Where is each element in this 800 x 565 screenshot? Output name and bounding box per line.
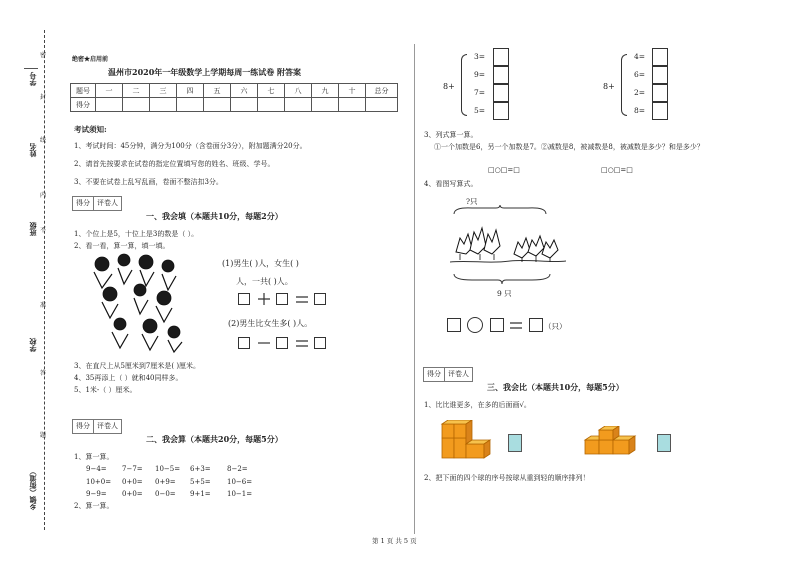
vertical-item: 8= [634,106,646,115]
margin-label-class: 班级 [28,222,37,236]
notice-item: 1、考试时间：45分钟，满分为100分（含卷面分3分），附加题满分20分。 [74,142,307,150]
check-box[interactable] [657,434,671,452]
calc-item: 0−0= [155,490,176,498]
question-right-3: 3、列式算一算。 [424,131,478,139]
vertical-base: 8+ [443,82,455,91]
answer-box[interactable] [652,102,668,120]
answer-box[interactable] [493,102,509,120]
calc-item: 9+1= [190,490,211,498]
answer-box[interactable] [314,293,326,305]
calc-item: 9−9= [86,490,107,498]
answer-box[interactable] [529,318,543,332]
equation-template: □○□=□ [488,166,520,174]
cube-stack-illustration [583,426,639,456]
margin-label-school: 学校 [28,338,37,352]
answer-box[interactable] [652,48,668,66]
seal-mark: 答 [40,370,47,377]
score-input-cell[interactable] [258,98,285,112]
score-cell: 三 [150,84,177,98]
seal-mark: 题 [40,432,47,439]
brace-icon [461,54,467,116]
score-cell: 四 [177,84,204,98]
score-cell: 十 [339,84,366,98]
question-1-2c: (2)男生比女生多( )人。 [228,319,313,328]
binding-margin [0,0,62,565]
calc-item: 10−1= [227,490,253,498]
score-input-cell[interactable] [150,98,177,112]
seal-mark: 不 [40,227,47,234]
seal-mark: 准 [40,302,47,309]
calc-item: 8−2= [227,465,248,473]
score-cell: 一 [96,84,123,98]
student-id-line [24,68,38,69]
score-cell: 二 [123,84,150,98]
operator-circle[interactable] [467,317,483,333]
bottom-brace-icon [452,272,552,284]
seal-mark: 内 [40,192,47,199]
calc-item: 10−6= [227,478,253,486]
question-right-4: 4、看图写算式。 [424,180,478,188]
calc-item: 10+0= [86,478,112,486]
vertical-base: 8+ [603,82,615,91]
brace-icon [621,54,627,116]
margin-label-student-id: 学号 [28,72,37,86]
seal-mark: 封 [40,94,47,101]
score-cell: 六 [231,84,258,98]
page-footer: 第 1 页 共 5 页 [372,537,417,545]
notice-item: 3、不要在试卷上乱写乱画，卷面不整洁扣3分。 [74,178,223,186]
score-input-cell[interactable] [285,98,312,112]
page-title: 温州市2020年一年级数学上学期每周一练试卷 附答案 [108,67,302,77]
question-3-2: 2、把下面的四个球的序号按球从重到轻的顺序排列！ [424,474,590,482]
cube-stack-illustration [440,420,496,460]
score-input-cell[interactable] [96,98,123,112]
calc-item: 6+3= [190,465,211,473]
question-1-2: 2、看一看，算一算，填一填。 [74,242,170,250]
answer-box[interactable] [493,66,509,84]
grader-box [72,196,122,211]
calc-item: 0+0= [122,478,143,486]
score-input-cell[interactable] [366,98,398,112]
score-input-cell[interactable] [231,98,258,112]
grader-score-label: 得分 [76,422,90,430]
section-3-title: 三、我会比（本题共10分，每题5分） [487,382,624,392]
seal-mark: 线 [40,137,47,144]
calc-item: 9−4= [86,465,107,473]
answer-box[interactable] [276,337,288,349]
answer-box[interactable] [493,84,509,102]
answer-box[interactable] [652,84,668,102]
score-cell: 九 [312,84,339,98]
calc-item: 5+5= [190,478,211,486]
notice-item: 2、请首先按要求在试卷的指定位置填写您的姓名、班级、学号。 [74,160,275,168]
score-input-cell[interactable] [177,98,204,112]
score-table-header-row [71,84,398,98]
score-input-cell[interactable] [204,98,231,112]
score-cell: 得分 [71,98,96,112]
calc-item: 7−7= [122,465,143,473]
minus-icon [256,337,272,349]
question-2-1: 1、算一算。 [74,453,114,461]
bird-bottom-label: 9 只 [497,289,512,298]
answer-box[interactable] [276,293,288,305]
column-divider [414,44,415,534]
grader-reviewer-label: 评卷人 [444,368,472,381]
grader-score-label: 得分 [427,370,441,378]
section-2-title: 二、我会算（本题共20分，每题5分） [146,434,283,444]
notice-heading: 考试须知: [74,125,107,134]
answer-box[interactable] [314,337,326,349]
answer-unit: （只） [544,322,567,331]
equals-icon [294,293,310,305]
score-cell: 题号 [71,84,96,98]
question-3-1: 1、比比谁更多，在多的后面画√。 [424,401,531,409]
bird-top-label: ?只 [466,197,478,206]
section-1-title: 一、我会填（本题共10分，每题2分） [146,211,283,221]
children-illustration [84,252,192,354]
equals-icon [509,319,523,331]
equation-template: □○□=□ [601,166,633,174]
vertical-item: 9= [474,70,486,79]
answer-box[interactable] [447,318,461,332]
grader-score-label: 得分 [76,199,90,207]
calc-item: 0+0= [122,490,143,498]
vertical-item: 3= [474,52,486,61]
answer-box[interactable] [238,337,250,349]
score-cell: 八 [285,84,312,98]
score-table [70,83,398,112]
score-input-cell[interactable] [339,98,366,112]
calc-item: 10−5= [155,465,181,473]
answer-box[interactable] [493,48,509,66]
score-input-cell[interactable] [123,98,150,112]
vertical-item: 5= [474,106,486,115]
grader-box [423,367,473,382]
question-1-2b: 人，一共( )人。 [236,277,293,286]
question-1-1: 1、个位上是5，十位上是3的数是（ ）。 [74,230,199,238]
question-2-2: 2、算一算。 [74,502,114,510]
vertical-item: 7= [474,88,486,97]
calc-item: 0+9= [155,478,176,486]
question-1-4: 4、35再添上（ ）就和40同样多。 [74,374,183,382]
margin-label-name: 姓名 [28,143,37,157]
score-cell: 总分 [366,84,398,98]
vertical-item: 6= [634,70,646,79]
check-box[interactable] [508,434,522,452]
grader-reviewer-label: 评卷人 [93,420,121,433]
answer-box[interactable] [238,293,250,305]
question-1-2a: (1)男生( )人，女生( ) [222,259,299,268]
answer-box[interactable] [490,318,504,332]
score-cell: 七 [258,84,285,98]
question-right-3-text: ①一个加数是6，另一个加数是7。②减数是8，被减数是8，被减数是多少？和是多少？ [434,143,704,151]
grader-reviewer-label: 评卷人 [93,197,121,210]
plus-icon [256,293,272,305]
vertical-item: 4= [634,52,646,61]
answer-box[interactable] [652,66,668,84]
question-1-3: 3、在直尺上从5厘米到7厘米是( )厘米。 [74,362,201,370]
grader-box [72,419,122,434]
margin-label-township: 乡镇（街道） [28,468,37,510]
seal-mark: 密 [40,52,47,59]
question-1-5: 5、1米-（ ）厘米。 [74,386,137,394]
score-cell: 五 [204,84,231,98]
seal-line [44,30,45,530]
score-input-cell[interactable] [312,98,339,112]
score-table-score-row [71,98,398,112]
confidential-label: 绝密★启用前 [72,56,109,63]
vertical-item: 2= [634,88,646,97]
equals-icon [294,337,310,349]
birds-illustration [450,214,566,266]
